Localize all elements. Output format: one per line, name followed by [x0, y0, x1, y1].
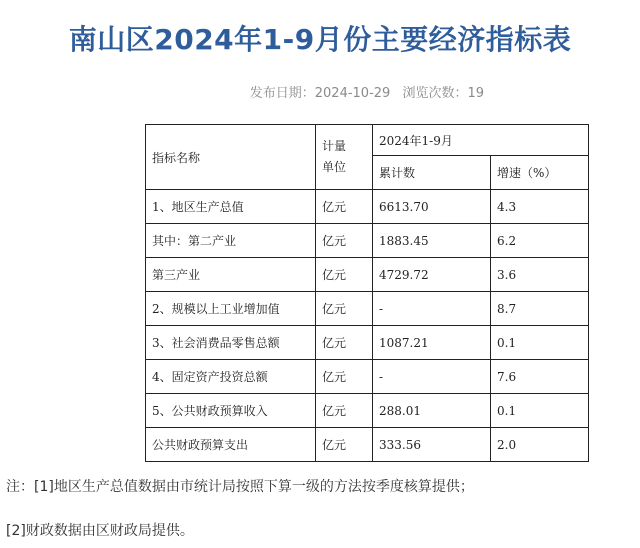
table-row: [146, 326, 589, 360]
table-row: [146, 292, 589, 326]
footnote-1: 注：[1]地区生产总值数据由市统计局按照下算一级的方法按季度核算提供；: [6, 479, 474, 495]
cell-indicator: 3、社会消费品零售总额: [146, 326, 316, 360]
cell-unit: 亿元: [316, 292, 373, 326]
table-row: [146, 224, 589, 258]
cell-unit: 亿元: [316, 394, 373, 428]
cell-value: 288.01: [373, 394, 491, 428]
cell-value: 1087.21: [373, 326, 491, 360]
cell-value: 6613.70: [373, 190, 491, 224]
cell-unit: 亿元: [316, 224, 373, 258]
cell-indicator: 其中：第二产业: [146, 224, 316, 258]
cell-indicator: 5、公共财政预算收入: [146, 394, 316, 428]
economic-indicators-table: [145, 124, 589, 462]
cell-growth: 8.7: [491, 292, 589, 326]
table-row: [146, 360, 589, 394]
cell-indicator: 2、规模以上工业增加值: [146, 292, 316, 326]
header-unit-line2: 单位: [322, 160, 347, 174]
cell-unit: 亿元: [316, 360, 373, 394]
cell-value: 4729.72: [373, 258, 491, 292]
header-indicator-name: 指标名称: [146, 125, 316, 190]
footnote-2: [2]财政数据由区财政局提供。: [6, 523, 194, 539]
table-row: [146, 190, 589, 224]
cell-unit: 亿元: [316, 428, 373, 462]
cell-growth: 0.1: [491, 394, 589, 428]
article-meta: [250, 82, 484, 101]
cell-value: -: [373, 360, 491, 394]
publish-date: 发布日期：2024-10-29: [249, 86, 391, 101]
cell-indicator: 第三产业: [146, 258, 316, 292]
table-row: [146, 428, 589, 462]
header-growth: 增速（%）: [491, 156, 589, 190]
footnotes: [6, 476, 474, 540]
table-row: [146, 394, 589, 428]
view-count: 浏览次数：19: [402, 86, 484, 101]
cell-indicator: 公共财政预算支出: [146, 428, 316, 462]
table-row: [146, 258, 589, 292]
cell-growth: 2.0: [491, 428, 589, 462]
cell-value: 1883.45: [373, 224, 491, 258]
header-unit: [316, 125, 373, 190]
header-period: 2024年1-9月: [373, 125, 589, 156]
cell-value: 333.56: [373, 428, 491, 462]
page-title: 南山区2024年1-9月份主要经济指标表: [68, 23, 572, 56]
cell-growth: 0.1: [491, 326, 589, 360]
cell-unit: 亿元: [316, 190, 373, 224]
header-unit-line1: 计量: [322, 139, 347, 153]
cell-indicator: 1、地区生产总值: [146, 190, 316, 224]
cell-unit: 亿元: [316, 258, 373, 292]
cell-value: -: [373, 292, 491, 326]
cell-indicator: 4、固定资产投资总额: [146, 360, 316, 394]
cell-growth: 3.6: [491, 258, 589, 292]
cell-growth: 7.6: [491, 360, 589, 394]
cell-unit: 亿元: [316, 326, 373, 360]
cell-growth: 4.3: [491, 190, 589, 224]
cell-growth: 6.2: [491, 224, 589, 258]
header-cumulative: 累计数: [373, 156, 491, 190]
